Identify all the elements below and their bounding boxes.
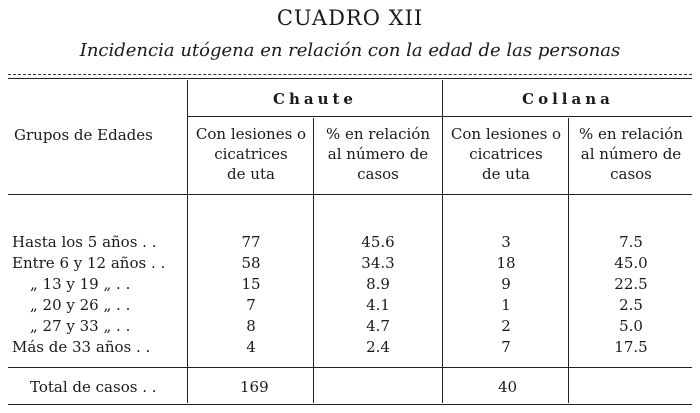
row-label: Hasta los 5 años . . — [12, 233, 157, 251]
chaute-percent: 4.1 — [366, 296, 390, 314]
header-line: cicatrices — [469, 145, 543, 163]
col-header-chaute-lesiones — [188, 124, 314, 184]
chaute-count: 58 — [241, 254, 261, 272]
row-label: Más de 33 años . . — [12, 338, 151, 356]
row-label: „ 13 y 19 „ . . — [30, 275, 131, 293]
group-header-collana: Collana — [522, 90, 614, 108]
collana-percent: 2.5 — [619, 296, 643, 314]
bottom-rule — [8, 404, 692, 405]
collana-count: 9 — [501, 275, 511, 293]
group-header-chaute: Chaute — [273, 90, 357, 108]
col-header-collana-lesiones — [443, 124, 569, 184]
chaute-percent: 4.7 — [366, 317, 390, 335]
chaute-count: 7 — [246, 296, 256, 314]
chaute-count: 77 — [241, 233, 261, 251]
col-header-chaute-pct — [314, 124, 442, 184]
collana-percent: 45.0 — [614, 254, 648, 272]
header-line: cicatrices — [214, 145, 288, 163]
table-subtitle: Incidencia utógena en relación con la edad de las personas — [79, 40, 621, 61]
row-label-header: Grupos de Edades — [14, 126, 153, 144]
row-label: „ 27 y 33 „ . . — [30, 317, 131, 335]
header-line: de uta — [227, 165, 275, 183]
header-line: al número de — [580, 145, 682, 163]
chaute-percent: 8.9 — [366, 275, 390, 293]
chaute-count: 15 — [241, 275, 261, 293]
chaute-count: 4 — [246, 338, 256, 356]
header-line: al número de — [327, 145, 429, 163]
chaute-percent: 45.6 — [361, 233, 395, 251]
top-rule — [8, 74, 692, 75]
collana-percent: 22.5 — [614, 275, 648, 293]
header-line: Con lesiones o — [195, 125, 307, 143]
header-line: casos — [610, 165, 652, 183]
table-title: CUADRO XII — [276, 6, 424, 30]
collana-percent: 17.5 — [614, 338, 648, 356]
row-label: Entre 6 y 12 años . . — [12, 254, 166, 272]
top-rule-2 — [8, 78, 692, 79]
total-chaute: 169 — [240, 378, 269, 396]
collana-count: 2 — [501, 317, 511, 335]
total-label: Total de casos . . — [30, 378, 157, 396]
chaute-count: 8 — [246, 317, 256, 335]
header-bottom-rule — [8, 194, 692, 195]
collana-percent: 7.5 — [619, 233, 643, 251]
header-line: % en relación — [578, 125, 683, 143]
total-collana: 40 — [498, 378, 518, 396]
col-header-collana-pct — [569, 124, 693, 184]
collana-count: 18 — [496, 254, 516, 272]
header-line: de uta — [482, 165, 530, 183]
header-line: casos — [357, 165, 399, 183]
collana-count: 7 — [501, 338, 511, 356]
collana-count: 3 — [501, 233, 511, 251]
group-header-rule — [188, 116, 692, 117]
collana-count: 1 — [501, 296, 511, 314]
total-rule — [8, 367, 692, 368]
collana-percent: 5.0 — [619, 317, 643, 335]
chaute-percent: 2.4 — [366, 338, 390, 356]
chaute-percent: 34.3 — [361, 254, 395, 272]
header-line: Con lesiones o — [450, 125, 562, 143]
row-label: „ 20 y 26 „ . . — [30, 296, 131, 314]
header-line: % en relación — [325, 125, 430, 143]
